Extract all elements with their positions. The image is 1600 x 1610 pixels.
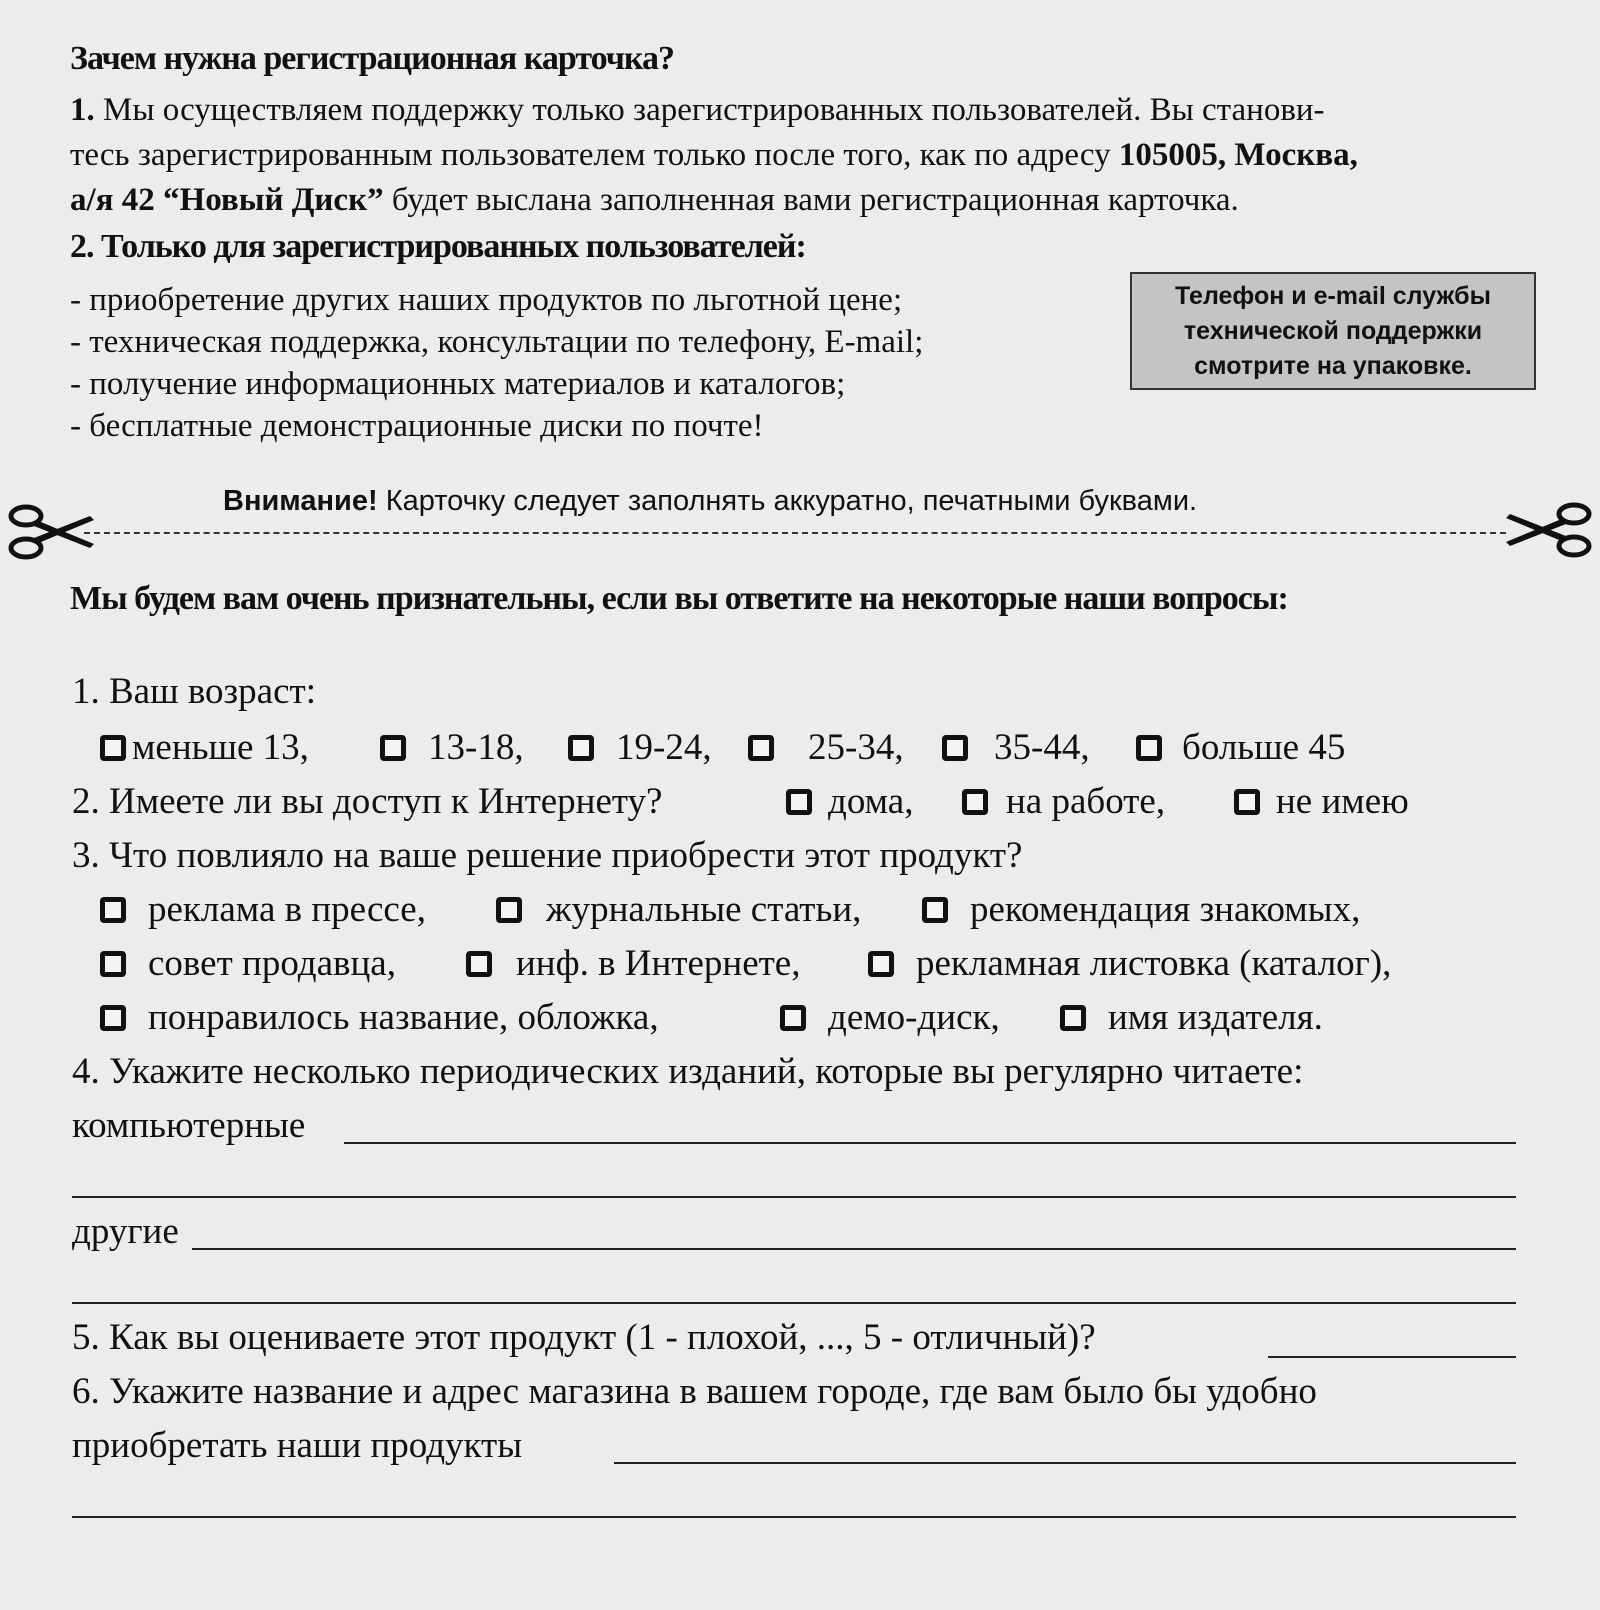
q1-option[interactable] [568,726,712,769]
attention-label: Внимание! [223,485,378,517]
scissors-right-icon [1504,500,1596,560]
why-heading: Зачем нужна регистрационная карточка? [70,40,674,77]
q1-option[interactable] [942,726,1090,769]
q3-option[interactable] [100,996,659,1039]
paragraph-1-number: 1. [70,92,95,128]
q1-option[interactable] [100,726,309,769]
paragraph-1-text-3: будет выслана заполненная вами регистрационная карточка. [391,182,1239,218]
checkbox[interactable] [962,789,988,815]
paragraph-1-text-2: тесь зарегистрированным пользователем только после того, как по адресу [70,137,1111,173]
option-label: совет продавца, [148,943,396,984]
q3-option[interactable] [868,942,1391,985]
option-label: 25-34, [808,727,904,768]
option-label: понравилось название, обложка, [148,997,659,1038]
option-label: рекомендация знакомых, [970,889,1361,930]
checkbox[interactable] [1234,789,1260,815]
q5-rating-input-line[interactable] [1268,1356,1516,1358]
survey-heading: Мы будем вам очень признательны, если вы ответите на некоторые наши вопросы: [70,580,1288,617]
checkbox[interactable] [780,1005,806,1031]
q3-option[interactable] [100,888,426,931]
option-label: 13-18, [428,727,524,768]
checkbox[interactable] [496,897,522,923]
q2-option[interactable] [962,780,1165,823]
option-label: меньше 13, [132,727,309,768]
option-label: инф. в Интернете, [516,943,801,984]
q2-label: 2. Имеете ли вы доступ к Интернету? [72,781,663,822]
address-bold: 105005, Москва, [1118,137,1358,173]
option-label: 35-44, [994,727,1090,768]
option-label: 19-24, [616,727,712,768]
support-info-line-3: смотрите на упаковке. [1194,351,1472,380]
registered-users-heading: 2. Только для зарегистрированных пользователей: [70,228,806,265]
checkbox[interactable] [380,735,406,761]
q2-row [72,780,662,823]
option-label: имя издателя. [1108,997,1323,1038]
q5-label: 5. Как вы оцениваете этот продукт (1 - плохой, ..., 5 - отличный)? [72,1317,1096,1358]
benefit-item: - техническая поддержка, консультации по телефону, E-mail; [70,324,924,360]
q6-label-line-1: 6. Укажите название и адрес магазина в вашем городе, где вам было бы удобно [72,1371,1317,1412]
support-info-line-1: Телефон и e-mail службы [1175,281,1491,310]
attention-text: Карточку следует заполнять аккуратно, печатными буквами. [385,485,1198,517]
q6-store-input-line-2[interactable] [72,1516,1516,1518]
checkbox[interactable] [942,735,968,761]
q1-label: 1. Ваш возраст: [72,671,316,712]
paragraph-1-line-1 [70,92,1325,129]
option-label: рекламная листовка (каталог), [916,943,1392,984]
q1-option[interactable] [1136,726,1345,769]
q2-option[interactable] [786,780,913,823]
q4-other-input-line-2[interactable] [72,1302,1516,1304]
q1-option[interactable] [380,726,524,769]
q3-option[interactable] [466,942,800,985]
scissors-left-icon [4,502,96,562]
q4-computer-label: компьютерные [72,1105,306,1146]
q4-computer-input-line-2[interactable] [72,1196,1516,1198]
option-label: не имею [1276,781,1409,822]
benefit-item: - приобретение других наших продуктов по льготной цене; [70,282,903,318]
attention-note [223,485,1197,518]
checkbox[interactable] [922,897,948,923]
q6-label-line-2: приобретать наши продукты [72,1425,523,1466]
checkbox[interactable] [100,735,126,761]
option-label: демо-диск, [828,997,1000,1038]
option-label: больше 45 [1182,727,1346,768]
q4-other-input-line[interactable] [192,1248,1516,1250]
paragraph-1-line-3 [70,182,1239,219]
checkbox[interactable] [748,735,774,761]
q4-computer-input-line[interactable] [344,1142,1516,1144]
option-label: дома, [828,781,914,822]
q6-store-input-line[interactable] [614,1462,1516,1464]
checkbox[interactable] [466,951,492,977]
option-label: журнальные статьи, [546,889,862,930]
q3-option[interactable] [780,996,1000,1039]
checkbox[interactable] [568,735,594,761]
q3-option[interactable] [1060,996,1323,1039]
checkbox[interactable] [1136,735,1162,761]
q3-option[interactable] [922,888,1360,931]
benefit-item: - бесплатные демонстрационные диски по почте! [70,408,764,444]
checkbox[interactable] [786,789,812,815]
option-label: реклама в прессе, [148,889,426,930]
paragraph-1-text-1: Мы осуществляем поддержку только зарегистрированных пользователей. Вы станови- [103,92,1325,128]
q2-option[interactable] [1234,780,1409,823]
benefit-item: - получение информационных материалов и каталогов; [70,366,846,402]
q3-label: 3. Что повлияло на ваше решение приобрести этот продукт? [72,835,1023,876]
q3-option[interactable] [496,888,861,931]
paragraph-1-line-2 [70,137,1358,174]
checkbox[interactable] [100,897,126,923]
po-box-bold: а/я 42 “Новый Диск” [70,182,384,218]
q3-option[interactable] [100,942,396,985]
q1-option[interactable] [748,726,904,769]
support-info-line-2: технической поддержки [1183,316,1483,345]
cut-line [84,532,1506,534]
checkbox[interactable] [868,951,894,977]
checkbox[interactable] [1060,1005,1086,1031]
checkbox[interactable] [100,1005,126,1031]
support-info-box [1130,272,1536,390]
option-label: на работе, [1006,781,1166,822]
q4-label: 4. Укажите несколько периодических изданий, которые вы регулярно читаете: [72,1051,1304,1092]
checkbox[interactable] [100,951,126,977]
q4-other-label: другие [72,1211,179,1252]
